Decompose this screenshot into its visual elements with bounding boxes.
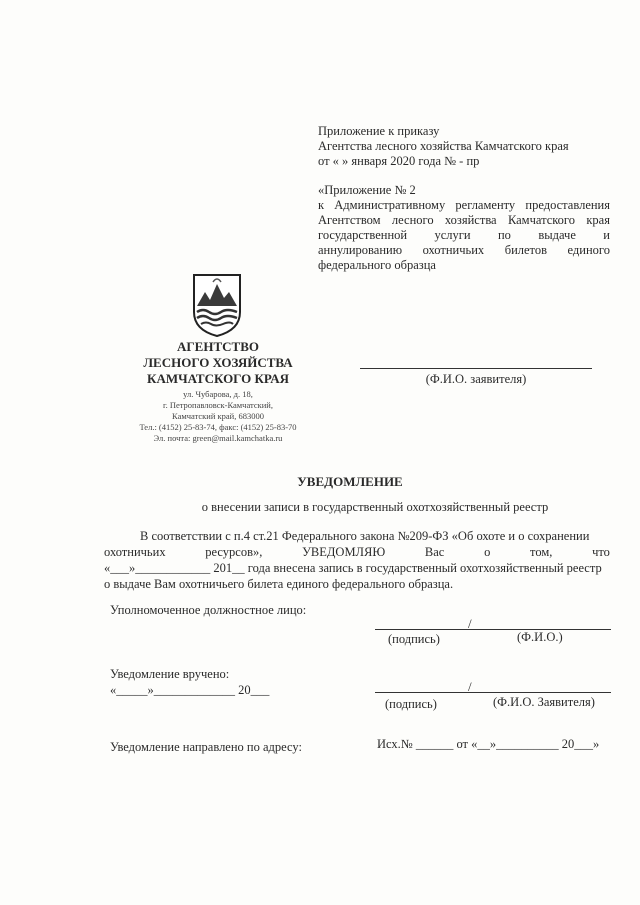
coat-of-arms-icon [191, 272, 243, 338]
delivery-slash: / [468, 679, 472, 694]
agency-email: Эл. почта: green@mail.kamchatka.ru [153, 433, 283, 443]
appendix2-row-2: Агентством лесного хозяйства Камчатского края [318, 213, 610, 227]
delivery-name-caption: (Ф.И.О. Заявителя) [493, 695, 595, 709]
official-name-caption: (Ф.И.О.) [517, 630, 563, 644]
notice-subtitle: о внесении записи в государственный охотхозяйственный реестр [201, 500, 549, 514]
agency-name-line-3: КАМЧАТСКОГО КРАЯ [147, 371, 289, 386]
body-line-3: «___»____________ 201__ года внесена запись в государственный охотхозяйственный реестр [104, 561, 602, 575]
delivery-signature-line [375, 692, 611, 693]
appendix-line-1: Приложение к приказу [318, 124, 440, 138]
official-label: Уполномоченное должностное лицо: [110, 603, 307, 617]
appendix-line-2: Агентства лесного хозяйства Камчатского края [318, 139, 569, 153]
agency-address-1: ул. Чубарова, д. 18, [183, 389, 253, 399]
delivery-date-line: «_____»_____________ 20___ [110, 683, 270, 697]
agency-address-3: Камчатский край, 683000 [172, 411, 264, 421]
official-signature-caption: (подпись) [388, 632, 440, 646]
notice-title: УВЕДОМЛЕНИЕ [297, 474, 403, 489]
official-signature-line [375, 629, 611, 630]
sent-label: Уведомление направлено по адресу: [110, 740, 302, 754]
agency-address-2: г. Петропавловск-Камчатский, [163, 400, 273, 410]
delivery-signature-caption: (подпись) [385, 697, 437, 711]
official-slash: / [468, 616, 472, 631]
appendix2-title: «Приложение № 2 [318, 183, 416, 197]
appendix2-row-4: аннулированию охотничьих билетов единого [318, 243, 610, 257]
agency-phone: Тел.: (4152) 25-83-74, факс: (4152) 25-83-70 [139, 422, 297, 432]
agency-name-line-1: АГЕНТСТВО [177, 339, 259, 354]
body-line-1: В соответствии с п.4 ст.21 Федерального закона №209-ФЗ «Об охоте и о сохранении [140, 529, 590, 543]
appendix2-row-1: к Административному регламенту предоставления [318, 198, 610, 212]
applicant-name-line [360, 368, 592, 369]
agency-name-line-2: ЛЕСНОГО ХОЗЯЙСТВА [143, 355, 293, 370]
body-line-4: о выдаче Вам охотничьего билета единого федерального образца. [104, 577, 454, 591]
delivery-label: Уведомление вручено: [110, 667, 230, 681]
applicant-label: (Ф.И.О. заявителя) [425, 372, 527, 386]
appendix-line-3: от « » января 2020 года № - пр [318, 154, 480, 168]
body-line-2: охотничьих ресурсов», УВЕДОМЛЯЮ Вас о том, что [104, 545, 610, 559]
sent-ref-line: Исх.№ ______ от «__»__________ 20___» [377, 737, 600, 751]
appendix2-row-5: федерального образца [318, 258, 436, 272]
appendix2-row-3: государственной услуги по выдаче и [318, 228, 610, 242]
